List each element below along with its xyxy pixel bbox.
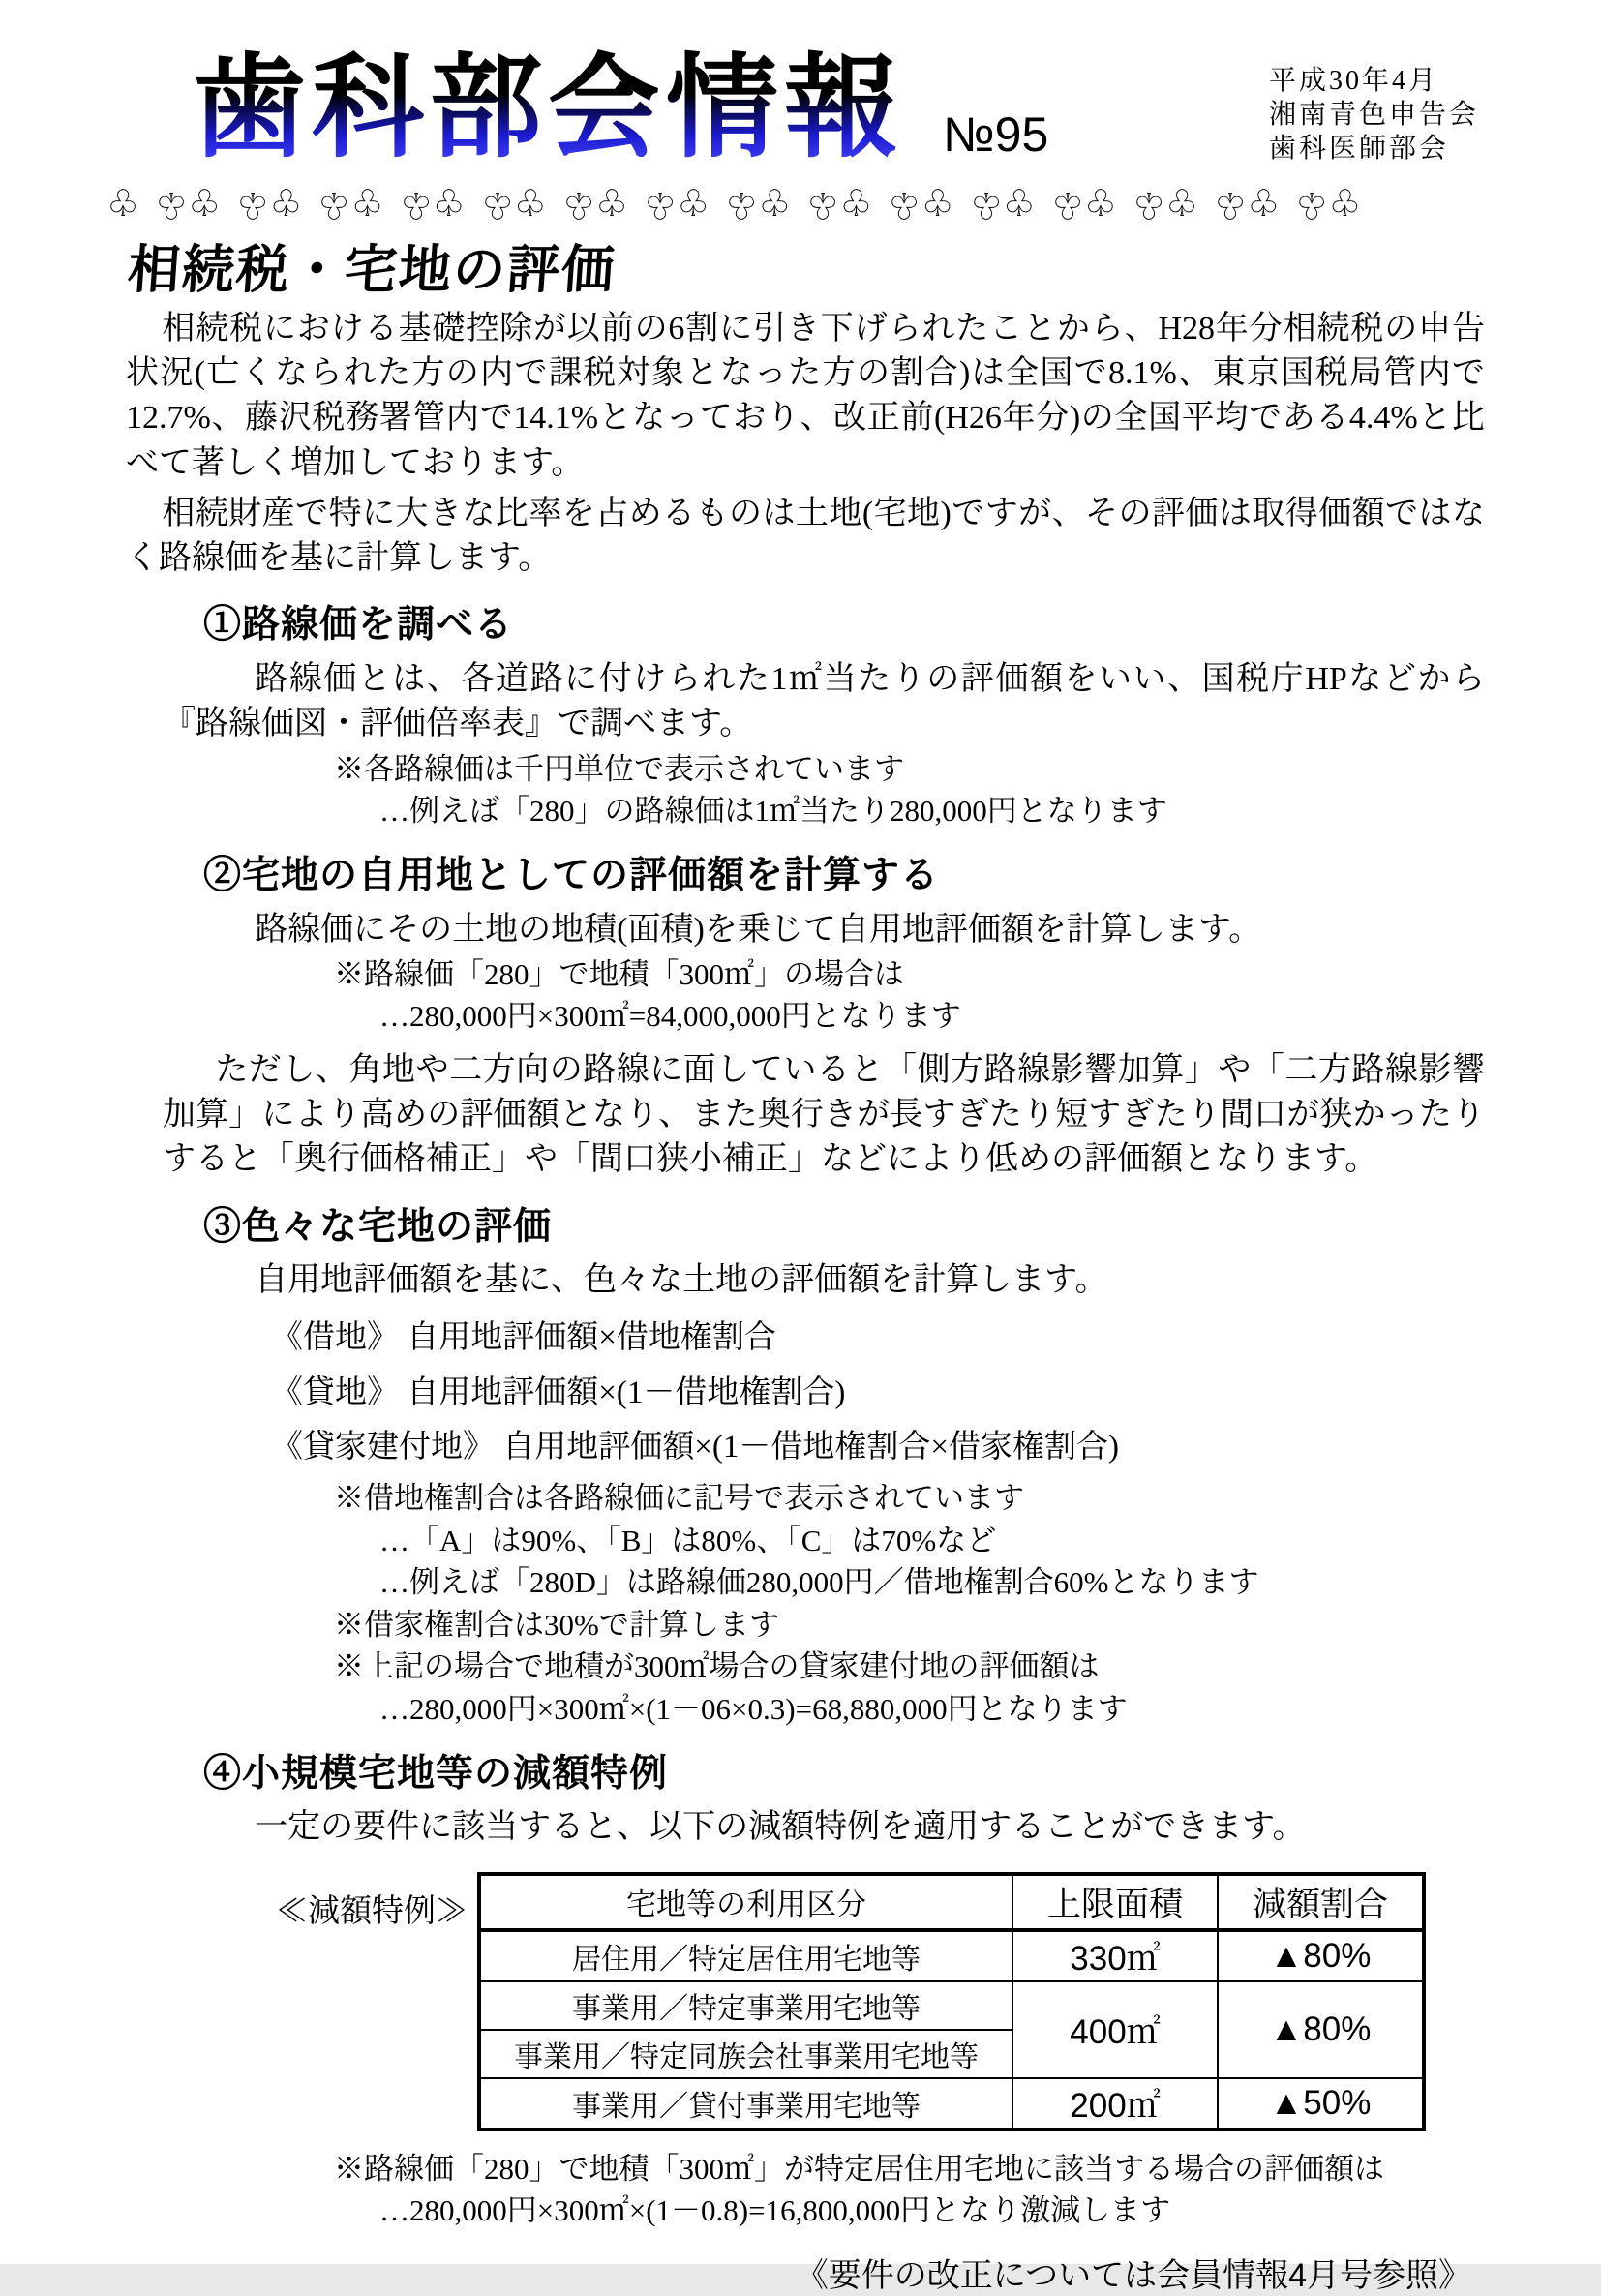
section-4-heading: ④小規模宅地等の減額特例 xyxy=(203,1752,669,1795)
section-1-note-2: …例えば「280」の路線価は1㎡当たり280,000円となります xyxy=(379,794,1167,829)
section-3-various-land-valuation xyxy=(126,1206,1485,1730)
cell-use-family-company: 事業用／特定同族会社事業用宅地等 xyxy=(479,2030,1012,2078)
club-ornament-icon: ♧ xyxy=(921,183,962,225)
club-ornament-icon: ♧ xyxy=(636,183,678,225)
formula-leased-land: 《貸地》 自用地評価額×(1－借地権割合) xyxy=(271,1375,846,1410)
section-3-note-4: ※借家権割合は30%で計算します xyxy=(334,1607,779,1642)
decorative-ornament-border xyxy=(106,183,1485,225)
section-1-heading: ①路線価を調べる xyxy=(203,604,514,647)
formula-rental-housing-land: 《貸家建付地》 自用地評価額×(1－借地権割合×借家権割合) xyxy=(271,1430,1119,1465)
section-3-note-1: ※借地権割合は各路線価に記号で表示されています xyxy=(334,1481,1024,1516)
section-1-body: 路線価とは、各道路に付けられた1㎡当たりの評価額をいい、国税庁HPなどから『路線価図・評価倍率表』で調べます。 xyxy=(163,661,1485,742)
table-row xyxy=(479,1981,1424,2030)
reduction-table-label: ≪減額特例≫ xyxy=(276,1891,468,1928)
club-ornament-icon: ♧ xyxy=(758,183,800,225)
table-row xyxy=(479,1930,1424,1981)
club-ornament-icon: ♧ xyxy=(269,183,311,225)
club-ornament-icon: ♧ xyxy=(391,183,433,225)
section-2-own-use-valuation xyxy=(126,855,1485,1183)
section-3-heading: ③色々な宅地の評価 xyxy=(203,1205,553,1248)
cell-rate-50: ▲50% xyxy=(1218,2078,1424,2130)
closing-note-1: ※路線価「280」で地積「300㎡」が特定居住用宅地に該当する場合の評価額は xyxy=(334,2151,1384,2186)
club-ornament-icon: ♧ xyxy=(1042,183,1084,225)
club-ornament-icon: ♧ xyxy=(839,183,881,225)
publish-date: 平成30年4月 xyxy=(1268,65,1438,96)
cell-use-rental-business: 事業用／貸付事業用宅地等 xyxy=(479,2078,1012,2130)
club-ornament-icon: ♧ xyxy=(1124,183,1166,225)
club-ornament-icon: ♧ xyxy=(961,183,1003,225)
cell-use-business: 事業用／特定事業用宅地等 xyxy=(479,1981,1012,2030)
club-ornament-icon: ♧ xyxy=(1328,183,1370,225)
section-4-small-lot-special-reduction xyxy=(126,1753,1485,2131)
reference-line: 《要件の改正については会員情報4月号参照》 xyxy=(795,2256,1471,2294)
club-ornament-icon: ♧ xyxy=(1206,183,1248,225)
club-ornament-icon: ♧ xyxy=(147,183,189,225)
club-ornament-icon: ♧ xyxy=(1247,183,1288,225)
intro-paragraph-2: 相続財産で特に大きな比率を占めるものは土地(宅地)ですが、その評価は取得価額ではなく路線価を基に計算します。 xyxy=(126,495,1485,577)
club-ornament-icon: ♧ xyxy=(1287,183,1329,225)
section-1-check-rosenka xyxy=(126,604,1485,831)
section-2-heading: ②宅地の自用地としての評価額を計算する xyxy=(203,854,940,896)
section-3-note-2: …「A」は90%、「B」は80%、「C」は70%など xyxy=(379,1523,997,1557)
club-ornament-icon: ♧ xyxy=(677,183,718,225)
section-3-note-6: …280,000円×300㎡×(1－06×0.3)=68,880,000円となります xyxy=(379,1692,1128,1727)
col-header-max-area: 上限面積 xyxy=(1012,1874,1218,1930)
masthead xyxy=(106,45,1485,225)
closing-note-2: …280,000円×300㎡×(1－0.8)=16,800,000円となり激減します xyxy=(379,2193,1171,2228)
cell-rate-80-1: ▲80% xyxy=(1218,1930,1424,1981)
col-header-reduction: 減額割合 xyxy=(1218,1874,1424,1930)
section-4-body: 一定の要件に該当すると、以下の減額特例を適用することができます。 xyxy=(255,1809,1306,1846)
club-ornament-icon: ♧ xyxy=(106,183,148,225)
club-ornament-icon: ♧ xyxy=(228,183,270,225)
section-3-note-5: ※上記の場合で地積が300㎡場合の貸家建付地の評価額は xyxy=(334,1649,1100,1684)
intro-paragraph-1: 相続税における基礎控除が以前の6割に引き下げられたことから、H28年分相続税の申告状況(亡くなられた方の内で課税対象となった方の割合)は全国で8.1%、東京国税局管内で12.7%、藤沢税務署管内で14.1%となっており、改正前(H26年分)の全国平均である4.4%と比べて著しく増加しております。 xyxy=(126,310,1485,481)
club-ornament-icon: ♧ xyxy=(350,183,392,225)
publisher-block xyxy=(1269,64,1479,170)
club-ornament-icon: ♧ xyxy=(594,183,637,225)
table-row xyxy=(479,2078,1424,2130)
masthead-row xyxy=(126,46,1485,170)
club-ornament-icon: ♧ xyxy=(1083,183,1125,225)
section-3-note-3: …例えば「280D」は路線価280,000円／借地権割合60%となります xyxy=(379,1565,1259,1600)
org-line-1: 湘南青色申告会 xyxy=(1268,100,1479,131)
section-2-body: 路線価にその土地の地積(面積)を乗じて自用地評価額を計算します。 xyxy=(255,911,1262,948)
cell-area-200: 200㎡ xyxy=(1012,2078,1218,2130)
formula-leasehold: 《借地》 自用地評価額×借地権割合 xyxy=(271,1319,776,1355)
cell-area-330: 330㎡ xyxy=(1012,1930,1218,1981)
club-ornament-icon: ♧ xyxy=(1165,183,1207,225)
club-ornament-icon: ♧ xyxy=(513,183,555,225)
cell-area-400: 400㎡ xyxy=(1012,1981,1218,2078)
club-ornament-icon: ♧ xyxy=(472,183,514,225)
section-2-note-1: ※路線価「280」で地積「300㎡」の場合は xyxy=(334,956,904,991)
section-3-body: 自用地評価額を基に、色々な土地の評価額を計算します。 xyxy=(255,1262,1108,1299)
cell-use-residential: 居住用／特定居住用宅地等 xyxy=(479,1930,1012,1981)
section-2-caveat: ただし、角地や二方向の路線に面していると「側方路線影響加算」や「二方路線影響加算」により高めの評価額となり、また奥行きが長すぎたり短すぎたり間口が狭かったりすると「奥行価格補正」や「間口狭小補正」などにより低めの評価額となります。 xyxy=(163,1051,1485,1178)
section-2-note-2: …280,000円×300㎡=84,000,000円となります xyxy=(379,999,961,1034)
club-ornament-icon: ♧ xyxy=(880,183,921,225)
reduction-special-table xyxy=(477,1872,1426,2131)
club-ornament-icon: ♧ xyxy=(310,183,351,225)
club-ornament-icon: ♧ xyxy=(554,183,595,225)
club-ornament-icon: ♧ xyxy=(1002,183,1043,225)
section-1-note-1: ※各路線価は千円単位で表示されています xyxy=(334,751,904,786)
club-ornament-icon: ♧ xyxy=(432,183,473,225)
club-ornament-icon: ♧ xyxy=(799,183,840,225)
col-header-land-use: 宅地等の利用区分 xyxy=(479,1874,1012,1930)
cell-rate-80-2: ▲80% xyxy=(1218,1981,1424,2078)
newsletter-title: 歯科部会情報 xyxy=(194,45,902,170)
table-header-row xyxy=(479,1874,1424,1930)
issue-number: №95 xyxy=(943,106,1049,162)
reduction-table-block xyxy=(276,1872,1485,2131)
org-line-2: 歯科医師部会 xyxy=(1268,134,1449,165)
article-title: 相続税・宅地の評価 xyxy=(126,240,619,299)
club-ornament-icon: ♧ xyxy=(188,183,229,225)
club-ornament-icon: ♧ xyxy=(717,183,759,225)
